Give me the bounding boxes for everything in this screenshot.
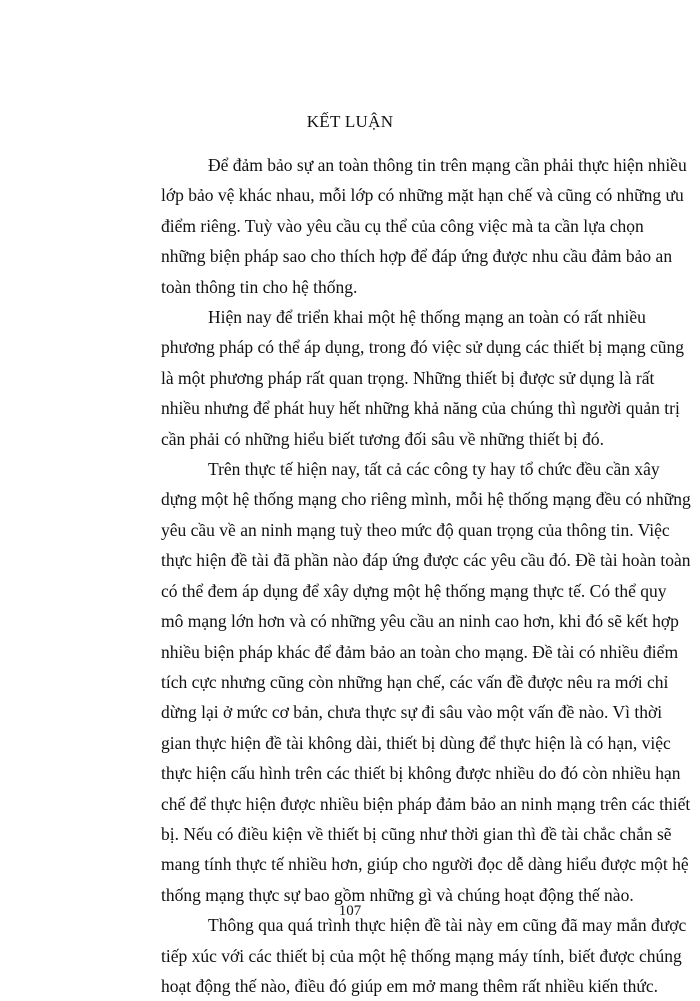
text-line: yêu cầu về an ninh mạng tuỳ theo mức độ quan trọng của thông tin. Việc (161, 519, 670, 540)
page-title: KẾT LUẬN (306, 112, 394, 131)
text-line: phương pháp có thể áp dụng, trong đó việc sử dụng các thiết bị mạng cũng (161, 337, 684, 358)
text-line: mang tính thực tế nhiều hơn, giúp cho người đọc dễ dàng hiểu được một hệ (161, 854, 689, 875)
text-line: cần phải có những hiểu biết tương đối sâu về những thiết bị đó. (161, 428, 605, 449)
text-line: dừng lại ở mức cơ bản, chưa thực sự đi sâu vào một vấn đề nào. Vì thời (161, 702, 663, 723)
text-line: hoạt động thế nào, điều đó giúp em mở mang thêm rất nhiều kiến thức. (161, 975, 658, 996)
text-line: tích cực nhưng cũng còn những hạn chế, các vấn đề được nêu ra mới chỉ (161, 671, 669, 692)
text-line: điểm riêng. Tuỳ vào yêu cầu cụ thể của công việc mà ta cần lựa chọn (161, 215, 644, 236)
text-line: nhiều nhưng để phát huy hết những khả năng của chúng thì người quản trị (161, 398, 680, 419)
text-line: Hiện nay để triển khai một hệ thống mạng an toàn có rất nhiều (208, 307, 646, 328)
page-number: 107 (338, 903, 362, 919)
text-line: Thông qua quá trình thực hiện đề tài này em cũng đã may mắn được (208, 915, 687, 936)
text-line: có thể đem áp dụng để xây dựng một hệ thống mạng thực tế. Có thể quy (161, 580, 667, 601)
text-line: những biện pháp sao cho thích hợp để đáp ứng được nhu cầu đảm bảo an (161, 246, 673, 267)
text-line: Trên thực tế hiện nay, tất cả các công ty hay tổ chức đều cần xây (208, 459, 660, 480)
text-line: thống mạng thực sự bao gồm những gì và chúng hoạt động thế nào. (161, 884, 634, 905)
text-line: toàn thông tin cho hệ thống. (161, 276, 358, 297)
text-line: gian thực hiện đề tài không dài, thiết bị dùng để thực hiện là có hạn, việc (161, 732, 671, 753)
text-line: bị. Nếu có điều kiện về thiết bị cũng như thời gian thì đề tài chắc chắn sẽ (161, 823, 672, 844)
text-line: dựng một hệ thống mạng cho riêng mình, mỗi hệ thống mạng đều có những (161, 489, 691, 510)
text-line: là một phương pháp rất quan trọng. Những thiết bị được sử dụng là rất (161, 367, 655, 388)
text-line: nhiều biện pháp khác để đảm bảo an toàn cho mạng. Đề tài có nhiều điểm (161, 641, 679, 662)
paragraph-1 (114, 150, 687, 302)
text-line: thực hiện đề tài đã phần nào đáp ứng được các yêu cầu đó. Đề tài hoàn toàn (161, 550, 691, 571)
paragraph-2 (114, 302, 684, 454)
text-line: mô mạng lớn hơn và có những yêu cầu an ninh cao hơn, khi đó sẽ kết hợp (161, 611, 679, 632)
paragraph-4 (114, 910, 687, 1001)
text-line: Để đảm bảo sự an toàn thông tin trên mạng cần phải thực hiện nhiều (208, 155, 687, 175)
text-line: tiếp xúc với các thiết bị của một hệ thống mạng máy tính, biết được chúng (161, 945, 682, 966)
text-line: lớp bảo vệ khác nhau, mỗi lớp có những mặt hạn chế và cũng có những ưu (161, 185, 684, 206)
paragraph-3 (114, 454, 691, 910)
body-text (114, 150, 691, 1001)
text-line: thực hiện cấu hình trên các thiết bị không được nhiều do đó còn nhiều hạn (161, 763, 681, 784)
text-line: chế để thực hiện được nhiều biện pháp đảm bảo an ninh mạng trên các thiết (161, 793, 691, 814)
